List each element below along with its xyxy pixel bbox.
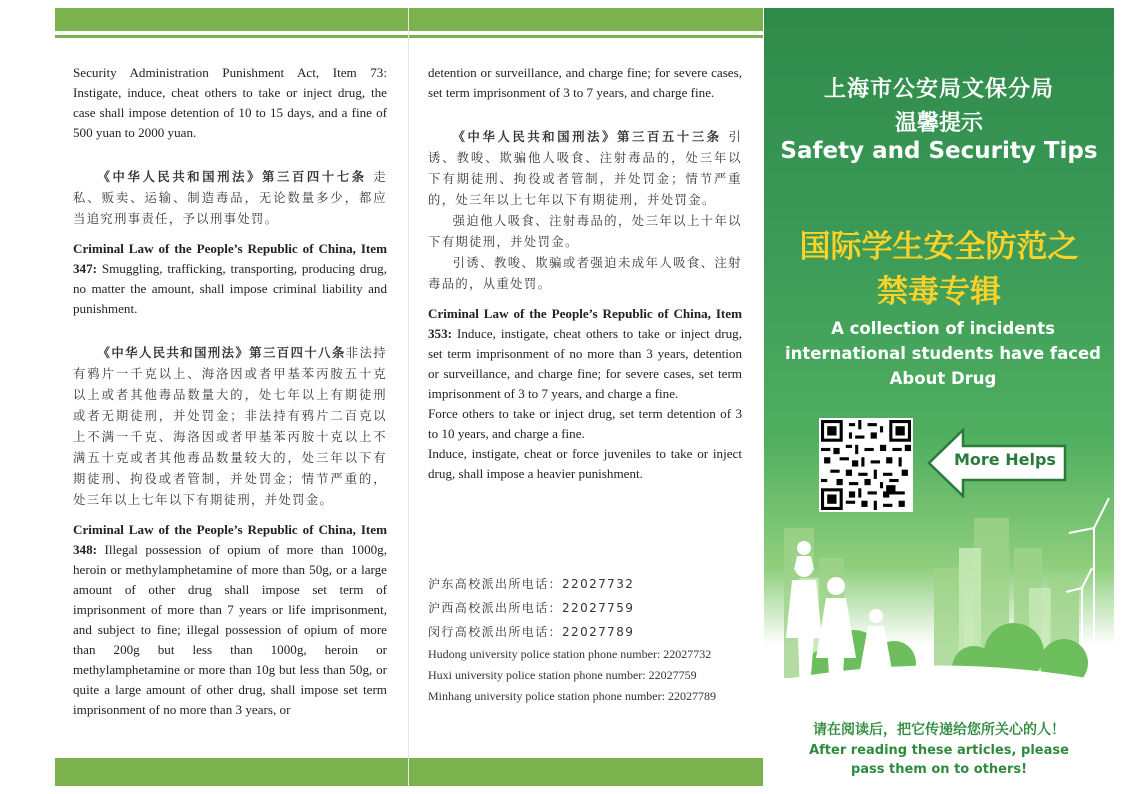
item-73-paragraph bbox=[73, 63, 387, 143]
tips-title-en: Safety and Security Tips bbox=[780, 138, 1098, 164]
left-column bbox=[73, 63, 387, 720]
cn-347-title: 《中华人民共和国刑法》第三百四十七条 bbox=[97, 170, 367, 184]
cn-353-body: 引诱、教唆、欺骗他人吸食、注射毒品的，处三年以下有期徒刑、拘役或者管制，并处罚金；情节严重的，处三年以上七年以下有期徒刑，并处罚金。 bbox=[428, 130, 743, 207]
fold-line bbox=[408, 8, 409, 786]
phone-en-huxi: Huxi university police station phone number: 22027759 bbox=[428, 668, 697, 682]
cn-353-paragraph-3: 引诱、教唆、欺骗或者强迫未成年人吸食、注射毒品的，从重处罚。 bbox=[428, 256, 742, 291]
phone-en-hudong: Hudong university police station phone number: 22027732 bbox=[428, 647, 712, 661]
en-348-paragraph bbox=[73, 520, 387, 720]
phone-cn-hudong: 沪东高校派出所电话：22027732 bbox=[428, 577, 635, 591]
en-347-body: Smuggling, trafficking, transporting, producing drug, no matter the amount, shall impose criminal liability and punishment. bbox=[73, 261, 387, 316]
more-helps-label[interactable]: More Helps bbox=[954, 450, 1056, 469]
cn-348-body: 非法持有鸦片一千克以上、海洛因或者甲基苯丙胺五十克以上或者其他毒品数量大的，处七年以上有期徒刑或者无期徒刑，并处罚金；非法持有鸦片二百克以上不满一千克、海洛因或者甲基苯丙胺十克以上不满五十克或者其他毒品数量较大的，处三年以下有期徒刑、拘役或者管制，并处罚金；情节严重的，处三年以上七年以下有期徒刑，并处罚金。 bbox=[73, 346, 388, 507]
phone-list bbox=[428, 572, 748, 707]
en-348-title: Criminal Law of the People’s Republic of China, Item 348: bbox=[73, 522, 387, 557]
cn-347-paragraph bbox=[73, 167, 387, 230]
phone-cn-minhang: 闵行高校派出所电话：22027789 bbox=[428, 625, 635, 639]
en-353-paragraph-3: Induce, instigate, cheat or force juveniles to take or inject drug, shall impose a heavier punishment. bbox=[428, 446, 742, 481]
item-73-text: Security Administration Punishment Act, Item 73: Instigate, induce, cheat others to take or inject drug, the case shall impose detention of 10 to 15 days, and a fine of 500 yuan to 2000 yuan. bbox=[73, 65, 387, 140]
cn-353-title: 《中华人民共和国刑法》第三百五十三条 bbox=[452, 130, 722, 144]
en-348-body: Illegal possession of opium of more than 1000g, heroin or methylamphetamine of more than 50g, or a large amount of other drug shall impose set term of imprisonment of more than 7 years or life imprisonment, and subject to fine; illegal possession of opium of more than 200g but less than 1000g, heroin or methylamphetamine or more than 10g but less than 50g, or quite a large amount of other drug, shall impose set term imprisonment of no more than 3 years, or bbox=[73, 542, 387, 717]
cn-348-paragraph bbox=[73, 343, 387, 511]
cn-353-paragraph bbox=[428, 127, 742, 211]
phone-en-minhang: Minhang university police station phone number: 22027789 bbox=[428, 689, 716, 703]
middle-column bbox=[428, 63, 742, 484]
pass-on-en: After reading these articles, please pass them on to others! bbox=[809, 743, 1069, 777]
bottom-green-band bbox=[55, 758, 763, 786]
en-353-paragraph bbox=[428, 304, 742, 404]
continuation-paragraph: detention or surveillance, and charge fine; for severe cases, set term imprisonment of 3 to 7 years, and charge fine. bbox=[428, 65, 742, 100]
cn-347-body: 走私、贩卖、运输、制造毒品，无论数量多少，都应当追究刑事责任，予以刑事处罚。 bbox=[73, 170, 388, 226]
en-347-paragraph bbox=[73, 239, 387, 319]
phone-cn-huxi: 沪西高校派出所电话：22027759 bbox=[428, 601, 635, 615]
subtitle-en: A collection of incidents international students have faced About Drug bbox=[785, 319, 1101, 388]
en-353-paragraph-2: Force others to take or inject drug, set term detention of 3 to 10 years, and charge a fine. bbox=[428, 406, 742, 441]
cn-353-paragraph-2: 强迫他人吸食、注射毒品的，处三年以上十年以下有期徒刑，并处罚金。 bbox=[428, 214, 742, 249]
cover-panel bbox=[764, 8, 1114, 786]
pass-on-cn: 请在阅读后，把它传递给您所关心的人！ bbox=[813, 722, 1065, 738]
cn-348-title: 《中华人民共和国刑法》第三百四十八条 bbox=[97, 346, 346, 360]
en-353-title: Criminal Law of the People’s Republic of China, Item 353: bbox=[428, 306, 742, 341]
headline-cn-line2: 禁毒专辑 bbox=[877, 274, 1001, 310]
family-city-illustration bbox=[764, 488, 1114, 718]
org-title: 上海市公安局文保分局 bbox=[823, 77, 1054, 102]
top-green-band bbox=[55, 8, 763, 31]
en-347-title: Criminal Law of the People’s Republic of China, Item 347: bbox=[73, 241, 387, 276]
en-353-body: Induce, instigate, cheat others to take or inject drug, set term imprisonment of no more than 3 years, detention or surveillance, and charge fine; for severe cases, set term imprisonment of 3 to 7 years, and charge a fine. bbox=[428, 326, 742, 401]
top-green-line bbox=[55, 35, 763, 38]
headline-cn-line1: 国际学生安全防范之 bbox=[799, 229, 1079, 265]
tips-title-cn: 温馨提示 bbox=[894, 111, 983, 136]
